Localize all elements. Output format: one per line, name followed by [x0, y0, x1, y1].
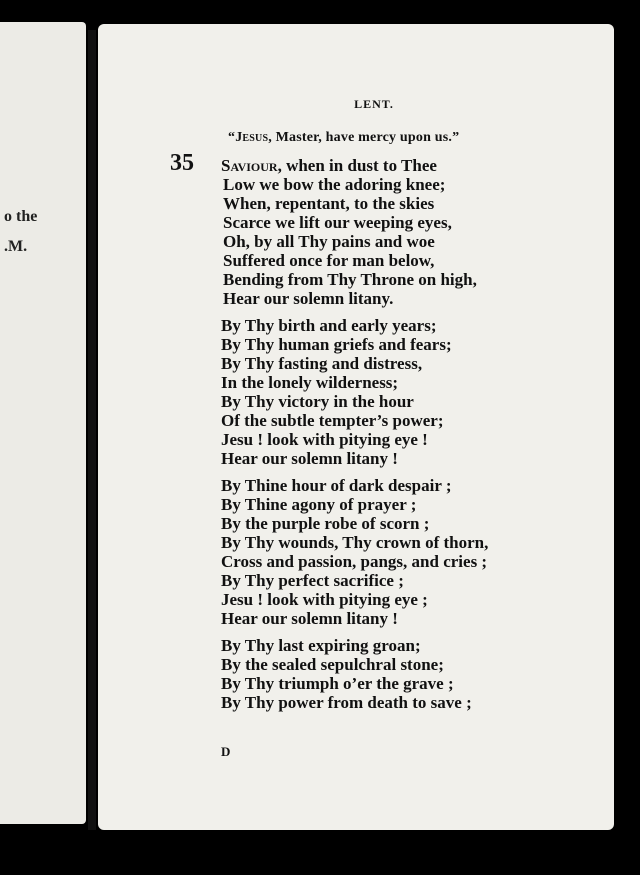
verse-line: Low we bow the adoring knee; [223, 175, 446, 194]
verse-line [221, 156, 488, 175]
verse-line: Oh, by all Thy pains and woe [223, 232, 435, 251]
verse-line: By Thy victory in the hour [221, 392, 414, 411]
verse-line: Of the subtle tempter’s power; [221, 411, 444, 430]
book-page [98, 24, 614, 830]
left-page-edge [0, 22, 86, 824]
verse-line: By Thy perfect sacrifice ; [221, 571, 404, 590]
stanza [221, 156, 488, 308]
running-header: LENT. [354, 97, 394, 111]
verse-line: When, repentant, to the skies [223, 194, 435, 213]
verse-line: By Thy wounds, Thy crown of thorn, [221, 533, 489, 552]
signature-mark: D [221, 744, 231, 759]
verse-line: By Thy fasting and distress, [221, 354, 423, 373]
hymn-text [221, 156, 488, 712]
verse-line: By Thy triumph o’er the grave ; [221, 674, 454, 693]
verse-line: Cross and passion, pangs, and cries ; [221, 552, 488, 571]
verse-line: In the lonely wilderness; [221, 373, 399, 392]
epigraph-rest: , Master, have mercy upon us.” [268, 130, 460, 145]
epigraph-open-quote: “ [228, 130, 236, 145]
verse-line: By Thy last expiring groan; [221, 636, 421, 655]
book-spine [88, 30, 96, 830]
verse-line: By Thine agony of prayer ; [221, 495, 417, 514]
stanza [221, 636, 488, 712]
hymn-number: 35 [170, 150, 194, 176]
stanza [221, 476, 488, 628]
verse-line: By Thy human griefs and fears; [221, 335, 452, 354]
verse-line: Hear our solemn litany. [223, 289, 394, 308]
verse-line: By Thine hour of dark despair ; [221, 476, 452, 495]
verse-line: Bending from Thy Throne on high, [223, 270, 477, 289]
left-page-fragment: o the [4, 208, 38, 225]
left-page-fragment: .M. [4, 238, 28, 255]
verse-line: Hear our solemn litany ! [221, 609, 398, 628]
verse-line: By the purple robe of scorn ; [221, 514, 430, 533]
opening-word: Saviour [221, 156, 278, 175]
verse-line: Jesu ! look with pitying eye ! [221, 430, 428, 449]
verse-line: By the sealed sepulchral stone; [221, 655, 444, 674]
verse-line: By Thy power from death to save ; [221, 693, 472, 712]
epigraph [228, 130, 459, 146]
stanza [221, 316, 488, 468]
verse-line: Jesu ! look with pitying eye ; [221, 590, 428, 609]
verse-line: Hear our solemn litany ! [221, 449, 398, 468]
verse-line: By Thy birth and early years; [221, 316, 437, 335]
epigraph-first-word: Jesus [235, 130, 269, 145]
verse-line: Suffered once for man below, [223, 251, 435, 270]
verse-line: Scarce we lift our weeping eyes, [223, 213, 452, 232]
verse-line-rest: , when in dust to Thee [277, 156, 437, 175]
